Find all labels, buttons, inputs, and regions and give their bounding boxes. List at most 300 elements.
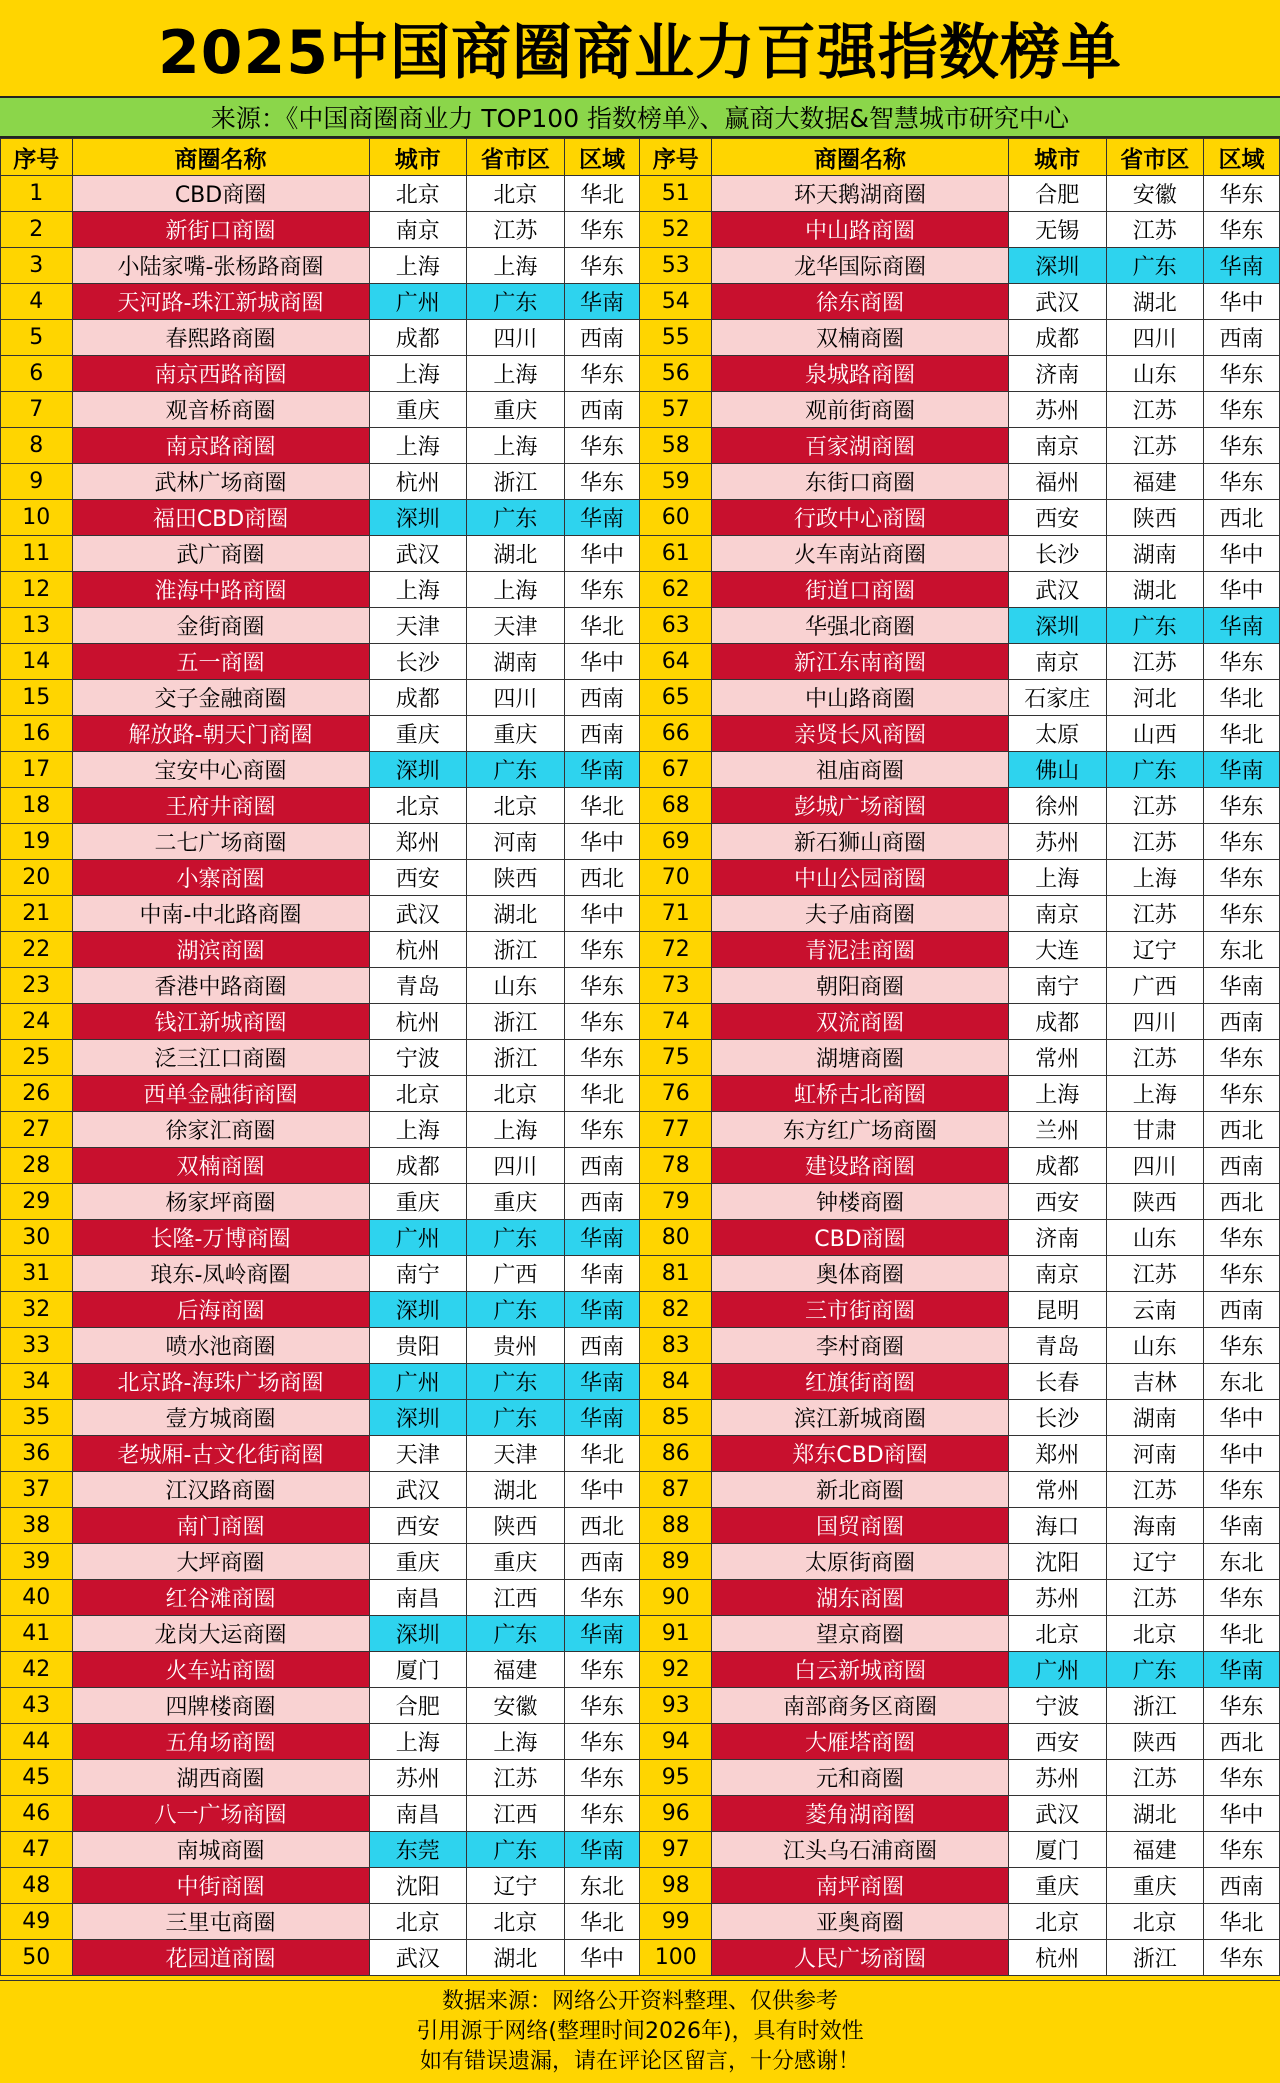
city-cell: 宁波 — [369, 1040, 467, 1076]
province-cell: 天津 — [467, 1436, 565, 1472]
city-cell: 合肥 — [1008, 176, 1106, 212]
table-row — [1, 1220, 1280, 1256]
table-row — [1, 572, 1280, 608]
city-cell: 北京 — [1008, 1616, 1106, 1652]
city-cell: 杭州 — [369, 1004, 467, 1040]
city-cell: 上海 — [369, 1112, 467, 1148]
district-name-cell: 祖庙商圈 — [712, 752, 1009, 788]
city-cell: 广州 — [369, 284, 467, 320]
district-name-cell: 中山路商圈 — [712, 680, 1009, 716]
table-row — [1, 212, 1280, 248]
header-rank-left: 序号 — [1, 139, 73, 176]
region-cell: 华南 — [564, 1832, 640, 1868]
table-row — [1, 392, 1280, 428]
region-cell: 华中 — [564, 1940, 640, 1976]
district-name-cell: 西单金融街商圈 — [72, 1076, 369, 1112]
province-cell: 广东 — [467, 1220, 565, 1256]
district-name-cell: 望京商圈 — [712, 1616, 1009, 1652]
region-cell: 华南 — [1204, 968, 1280, 1004]
table-row — [1, 1256, 1280, 1292]
city-cell: 济南 — [1008, 356, 1106, 392]
rank-cell: 44 — [1, 1724, 73, 1760]
province-cell: 福建 — [467, 1652, 565, 1688]
district-name-cell: 亚奥商圈 — [712, 1904, 1009, 1940]
city-cell: 长沙 — [1008, 536, 1106, 572]
table-row — [1, 932, 1280, 968]
table-row — [1, 1184, 1280, 1220]
district-name-cell: 南城商圈 — [72, 1832, 369, 1868]
table-row — [1, 1328, 1280, 1364]
province-cell: 江苏 — [1106, 644, 1204, 680]
region-cell: 华东 — [564, 1796, 640, 1832]
ranking-table — [0, 138, 1280, 1976]
rank-cell: 45 — [1, 1760, 73, 1796]
rank-cell: 54 — [640, 284, 712, 320]
province-cell: 陕西 — [1106, 500, 1204, 536]
rank-cell: 56 — [640, 356, 712, 392]
city-cell: 西安 — [369, 860, 467, 896]
region-cell: 华东 — [1204, 1256, 1280, 1292]
city-cell: 武汉 — [369, 536, 467, 572]
city-cell: 天津 — [369, 1436, 467, 1472]
region-cell: 华东 — [564, 1760, 640, 1796]
table-row — [1, 464, 1280, 500]
province-cell: 重庆 — [467, 1184, 565, 1220]
region-cell: 华东 — [1204, 824, 1280, 860]
rank-cell: 29 — [1, 1184, 73, 1220]
province-cell: 湖南 — [467, 644, 565, 680]
province-cell: 辽宁 — [1106, 1544, 1204, 1580]
city-cell: 郑州 — [1008, 1436, 1106, 1472]
rank-cell: 48 — [1, 1868, 73, 1904]
table-row — [1, 1292, 1280, 1328]
header-region-right: 区域 — [1204, 139, 1280, 176]
city-cell: 昆明 — [1008, 1292, 1106, 1328]
rank-cell: 84 — [640, 1364, 712, 1400]
province-cell: 山东 — [1106, 1220, 1204, 1256]
district-name-cell: 奥体商圈 — [712, 1256, 1009, 1292]
district-name-cell: 壹方城商圈 — [72, 1400, 369, 1436]
region-cell: 西南 — [564, 716, 640, 752]
city-cell: 常州 — [1008, 1472, 1106, 1508]
region-cell: 华东 — [1204, 428, 1280, 464]
city-cell: 上海 — [1008, 860, 1106, 896]
region-cell: 华东 — [1204, 1040, 1280, 1076]
district-name-cell: 泉城路商圈 — [712, 356, 1009, 392]
province-cell: 上海 — [467, 356, 565, 392]
table-row — [1, 428, 1280, 464]
province-cell: 四川 — [467, 320, 565, 356]
city-cell: 上海 — [369, 248, 467, 284]
region-cell: 华东 — [564, 428, 640, 464]
rank-cell: 38 — [1, 1508, 73, 1544]
city-cell: 广州 — [1008, 1652, 1106, 1688]
district-name-cell: 国贸商圈 — [712, 1508, 1009, 1544]
city-cell: 深圳 — [369, 500, 467, 536]
table-row — [1, 1940, 1280, 1976]
city-cell: 西安 — [369, 1508, 467, 1544]
city-cell: 苏州 — [1008, 1580, 1106, 1616]
rank-cell: 60 — [640, 500, 712, 536]
district-name-cell: 亲贤长风商圈 — [712, 716, 1009, 752]
province-cell: 江苏 — [1106, 1256, 1204, 1292]
district-name-cell: 郑东CBD商圈 — [712, 1436, 1009, 1472]
province-cell: 上海 — [467, 248, 565, 284]
rank-cell: 81 — [640, 1256, 712, 1292]
rank-cell: 91 — [640, 1616, 712, 1652]
district-name-cell: 双楠商圈 — [712, 320, 1009, 356]
province-cell: 江苏 — [1106, 1040, 1204, 1076]
rank-cell: 80 — [640, 1220, 712, 1256]
district-name-cell: 人民广场商圈 — [712, 1940, 1009, 1976]
city-cell: 北京 — [369, 176, 467, 212]
province-cell: 甘肃 — [1106, 1112, 1204, 1148]
district-name-cell: 小寨商圈 — [72, 860, 369, 896]
province-cell: 广东 — [467, 1832, 565, 1868]
rank-cell: 76 — [640, 1076, 712, 1112]
province-cell: 上海 — [467, 1112, 565, 1148]
city-cell: 重庆 — [1008, 1868, 1106, 1904]
table-row — [1, 500, 1280, 536]
footer-line-1: 数据来源：网络公开资料整理、仅供参考 — [441, 1989, 838, 2014]
district-name-cell: 行政中心商圈 — [712, 500, 1009, 536]
district-name-cell: 江头乌石浦商圈 — [712, 1832, 1009, 1868]
province-cell: 浙江 — [467, 1004, 565, 1040]
city-cell: 西安 — [1008, 1724, 1106, 1760]
province-cell: 福建 — [1106, 464, 1204, 500]
rank-cell: 78 — [640, 1148, 712, 1184]
city-cell: 杭州 — [369, 932, 467, 968]
city-cell: 广州 — [369, 1364, 467, 1400]
province-cell: 湖北 — [467, 896, 565, 932]
district-name-cell: 元和商圈 — [712, 1760, 1009, 1796]
table-row — [1, 1724, 1280, 1760]
city-cell: 福州 — [1008, 464, 1106, 500]
rank-cell: 32 — [1, 1292, 73, 1328]
rank-cell: 51 — [640, 176, 712, 212]
city-cell: 武汉 — [369, 1472, 467, 1508]
province-cell: 湖北 — [467, 1472, 565, 1508]
region-cell: 东北 — [564, 1868, 640, 1904]
province-cell: 湖北 — [1106, 572, 1204, 608]
province-cell: 广东 — [467, 1400, 565, 1436]
city-cell: 济南 — [1008, 1220, 1106, 1256]
city-cell: 广州 — [369, 1220, 467, 1256]
province-cell: 湖北 — [467, 536, 565, 572]
rank-cell: 12 — [1, 572, 73, 608]
province-cell: 北京 — [467, 176, 565, 212]
province-cell: 山东 — [1106, 1328, 1204, 1364]
district-name-cell: 交子金融商圈 — [72, 680, 369, 716]
footer-line-3: 如有错误遗漏，请在评论区留言，十分感谢！ — [419, 2049, 860, 2074]
district-name-cell: 钱江新城商圈 — [72, 1004, 369, 1040]
province-cell: 江苏 — [1106, 788, 1204, 824]
province-cell: 江苏 — [467, 1760, 565, 1796]
region-cell: 西南 — [1204, 320, 1280, 356]
city-cell: 大连 — [1008, 932, 1106, 968]
header-region-left: 区域 — [564, 139, 640, 176]
rank-cell: 96 — [640, 1796, 712, 1832]
region-cell: 华北 — [564, 788, 640, 824]
region-cell: 华南 — [1204, 1652, 1280, 1688]
rank-cell: 30 — [1, 1220, 73, 1256]
rank-cell: 41 — [1, 1616, 73, 1652]
region-cell: 西南 — [1204, 1868, 1280, 1904]
table-row — [1, 1148, 1280, 1184]
table-row — [1, 284, 1280, 320]
rank-cell: 52 — [640, 212, 712, 248]
region-cell: 华东 — [1204, 896, 1280, 932]
city-cell: 常州 — [1008, 1040, 1106, 1076]
district-name-cell: 武广商圈 — [72, 536, 369, 572]
city-cell: 厦门 — [369, 1652, 467, 1688]
province-cell: 广东 — [1106, 752, 1204, 788]
region-cell: 华东 — [564, 1580, 640, 1616]
rank-cell: 10 — [1, 500, 73, 536]
region-cell: 华东 — [1204, 356, 1280, 392]
district-name-cell: 龙华国际商圈 — [712, 248, 1009, 284]
district-name-cell: 徐家汇商圈 — [72, 1112, 369, 1148]
table-row — [1, 1076, 1280, 1112]
province-cell: 广东 — [1106, 608, 1204, 644]
table-row — [1, 1760, 1280, 1796]
province-cell: 四川 — [1106, 320, 1204, 356]
province-cell: 江西 — [467, 1796, 565, 1832]
table-row — [1, 1652, 1280, 1688]
region-cell: 华东 — [1204, 464, 1280, 500]
district-name-cell: 红谷滩商圈 — [72, 1580, 369, 1616]
district-name-cell: 街道口商圈 — [712, 572, 1009, 608]
district-name-cell: 琅东-凤岭商圈 — [72, 1256, 369, 1292]
district-name-cell: 白云新城商圈 — [712, 1652, 1009, 1688]
region-cell: 华东 — [564, 1652, 640, 1688]
district-name-cell: 大坪商圈 — [72, 1544, 369, 1580]
region-cell: 华东 — [564, 1040, 640, 1076]
rank-cell: 71 — [640, 896, 712, 932]
city-cell: 西安 — [1008, 500, 1106, 536]
region-cell: 华南 — [564, 284, 640, 320]
province-cell: 重庆 — [1106, 1868, 1204, 1904]
province-cell: 江苏 — [467, 212, 565, 248]
district-name-cell: 东方红广场商圈 — [712, 1112, 1009, 1148]
city-cell: 成都 — [369, 320, 467, 356]
rank-cell: 11 — [1, 536, 73, 572]
rank-cell: 42 — [1, 1652, 73, 1688]
city-cell: 南京 — [1008, 1256, 1106, 1292]
province-cell: 湖南 — [1106, 1400, 1204, 1436]
region-cell: 华中 — [1204, 572, 1280, 608]
rank-cell: 14 — [1, 644, 73, 680]
province-cell: 四川 — [1106, 1004, 1204, 1040]
district-name-cell: 观前街商圈 — [712, 392, 1009, 428]
district-name-cell: 武林广场商圈 — [72, 464, 369, 500]
city-cell: 北京 — [369, 1076, 467, 1112]
rank-cell: 27 — [1, 1112, 73, 1148]
province-cell: 江苏 — [1106, 212, 1204, 248]
region-cell: 华南 — [564, 1400, 640, 1436]
table-row — [1, 1364, 1280, 1400]
city-cell: 重庆 — [369, 1544, 467, 1580]
table-row — [1, 1616, 1280, 1652]
rank-cell: 7 — [1, 392, 73, 428]
rank-cell: 75 — [640, 1040, 712, 1076]
region-cell: 西南 — [564, 392, 640, 428]
rank-cell: 93 — [640, 1688, 712, 1724]
district-name-cell: 南京路商圈 — [72, 428, 369, 464]
province-cell: 浙江 — [1106, 1940, 1204, 1976]
district-name-cell: 虹桥古北商圈 — [712, 1076, 1009, 1112]
region-cell: 西南 — [564, 320, 640, 356]
region-cell: 东北 — [1204, 1544, 1280, 1580]
province-cell: 上海 — [1106, 1076, 1204, 1112]
district-name-cell: CBD商圈 — [72, 176, 369, 212]
district-name-cell: 夫子庙商圈 — [712, 896, 1009, 932]
region-cell: 华东 — [1204, 176, 1280, 212]
region-cell: 华东 — [1204, 1328, 1280, 1364]
region-cell: 华东 — [1204, 392, 1280, 428]
province-cell: 广东 — [1106, 1652, 1204, 1688]
district-name-cell: 龙岗大运商圈 — [72, 1616, 369, 1652]
city-cell: 上海 — [369, 572, 467, 608]
city-cell: 杭州 — [369, 464, 467, 500]
rank-cell: 89 — [640, 1544, 712, 1580]
table-row — [1, 896, 1280, 932]
province-cell: 贵州 — [467, 1328, 565, 1364]
district-name-cell: 朝阳商圈 — [712, 968, 1009, 1004]
district-name-cell: 五角场商圈 — [72, 1724, 369, 1760]
header-name-left: 商圈名称 — [72, 139, 369, 176]
region-cell: 西北 — [1204, 1724, 1280, 1760]
rank-cell: 74 — [640, 1004, 712, 1040]
district-name-cell: 王府井商圈 — [72, 788, 369, 824]
region-cell: 华中 — [564, 1472, 640, 1508]
district-name-cell: 东街口商圈 — [712, 464, 1009, 500]
district-name-cell: 花园道商圈 — [72, 1940, 369, 1976]
table-header-row — [1, 139, 1280, 176]
city-cell: 兰州 — [1008, 1112, 1106, 1148]
region-cell: 华东 — [564, 932, 640, 968]
rank-cell: 94 — [640, 1724, 712, 1760]
province-cell: 安徽 — [1106, 176, 1204, 212]
province-cell: 广东 — [467, 752, 565, 788]
rank-cell: 58 — [640, 428, 712, 464]
table-row — [1, 1004, 1280, 1040]
rank-cell: 18 — [1, 788, 73, 824]
province-cell: 北京 — [1106, 1616, 1204, 1652]
table-row — [1, 248, 1280, 284]
district-name-cell: 南部商务区商圈 — [712, 1688, 1009, 1724]
district-name-cell: 后海商圈 — [72, 1292, 369, 1328]
district-name-cell: 观音桥商圈 — [72, 392, 369, 428]
table-row — [1, 356, 1280, 392]
city-cell: 杭州 — [1008, 1940, 1106, 1976]
table-row — [1, 1436, 1280, 1472]
city-cell: 重庆 — [369, 392, 467, 428]
city-cell: 上海 — [369, 356, 467, 392]
province-cell: 北京 — [467, 788, 565, 824]
district-name-cell: CBD商圈 — [712, 1220, 1009, 1256]
region-cell: 华中 — [1204, 284, 1280, 320]
district-name-cell: 火车站商圈 — [72, 1652, 369, 1688]
city-cell: 武汉 — [1008, 284, 1106, 320]
region-cell: 华中 — [564, 824, 640, 860]
rank-cell: 73 — [640, 968, 712, 1004]
province-cell: 吉林 — [1106, 1364, 1204, 1400]
district-name-cell: 淮海中路商圈 — [72, 572, 369, 608]
ranking-table-body — [1, 176, 1280, 1976]
city-cell: 南昌 — [369, 1796, 467, 1832]
city-cell: 南京 — [1008, 896, 1106, 932]
district-name-cell: 南门商圈 — [72, 1508, 369, 1544]
region-cell: 华南 — [1204, 248, 1280, 284]
city-cell: 西安 — [1008, 1184, 1106, 1220]
table-row — [1, 1580, 1280, 1616]
table-row — [1, 788, 1280, 824]
district-name-cell: 菱角湖商圈 — [712, 1796, 1009, 1832]
region-cell: 华南 — [564, 1616, 640, 1652]
region-cell: 华北 — [564, 608, 640, 644]
region-cell: 华南 — [564, 1292, 640, 1328]
city-cell: 沈阳 — [369, 1868, 467, 1904]
province-cell: 湖南 — [1106, 536, 1204, 572]
city-cell: 长春 — [1008, 1364, 1106, 1400]
region-cell: 华南 — [564, 500, 640, 536]
table-row — [1, 1472, 1280, 1508]
province-cell: 福建 — [1106, 1832, 1204, 1868]
province-cell: 广西 — [1106, 968, 1204, 1004]
district-name-cell: 春熙路商圈 — [72, 320, 369, 356]
city-cell: 重庆 — [369, 1184, 467, 1220]
rank-cell: 37 — [1, 1472, 73, 1508]
city-cell: 南京 — [369, 212, 467, 248]
region-cell: 华南 — [564, 1364, 640, 1400]
district-name-cell: 彭城广场商圈 — [712, 788, 1009, 824]
province-cell: 广西 — [467, 1256, 565, 1292]
rank-cell: 35 — [1, 1400, 73, 1436]
region-cell: 华南 — [1204, 752, 1280, 788]
table-row — [1, 1688, 1280, 1724]
district-name-cell: 泛三江口商圈 — [72, 1040, 369, 1076]
rank-cell: 40 — [1, 1580, 73, 1616]
table-row — [1, 176, 1280, 212]
rank-cell: 61 — [640, 536, 712, 572]
city-cell: 成都 — [1008, 1148, 1106, 1184]
city-cell: 北京 — [369, 1904, 467, 1940]
city-cell: 苏州 — [1008, 392, 1106, 428]
district-name-cell: 八一广场商圈 — [72, 1796, 369, 1832]
region-cell: 华北 — [1204, 680, 1280, 716]
district-name-cell: 小陆家嘴-张杨路商圈 — [72, 248, 369, 284]
province-cell: 河南 — [467, 824, 565, 860]
district-name-cell: 红旗街商圈 — [712, 1364, 1009, 1400]
city-cell: 合肥 — [369, 1688, 467, 1724]
rank-cell: 6 — [1, 356, 73, 392]
table-row — [1, 716, 1280, 752]
district-name-cell: 百家湖商圈 — [712, 428, 1009, 464]
region-cell: 华东 — [1204, 1832, 1280, 1868]
table-row — [1, 824, 1280, 860]
table-row — [1, 1040, 1280, 1076]
rank-cell: 65 — [640, 680, 712, 716]
region-cell: 华东 — [564, 1688, 640, 1724]
province-cell: 山西 — [1106, 716, 1204, 752]
province-cell: 湖北 — [1106, 1796, 1204, 1832]
district-name-cell: 双楠商圈 — [72, 1148, 369, 1184]
table-row — [1, 1832, 1280, 1868]
district-name-cell: 中山公园商圈 — [712, 860, 1009, 896]
region-cell: 华北 — [564, 1436, 640, 1472]
region-cell: 西南 — [564, 1184, 640, 1220]
